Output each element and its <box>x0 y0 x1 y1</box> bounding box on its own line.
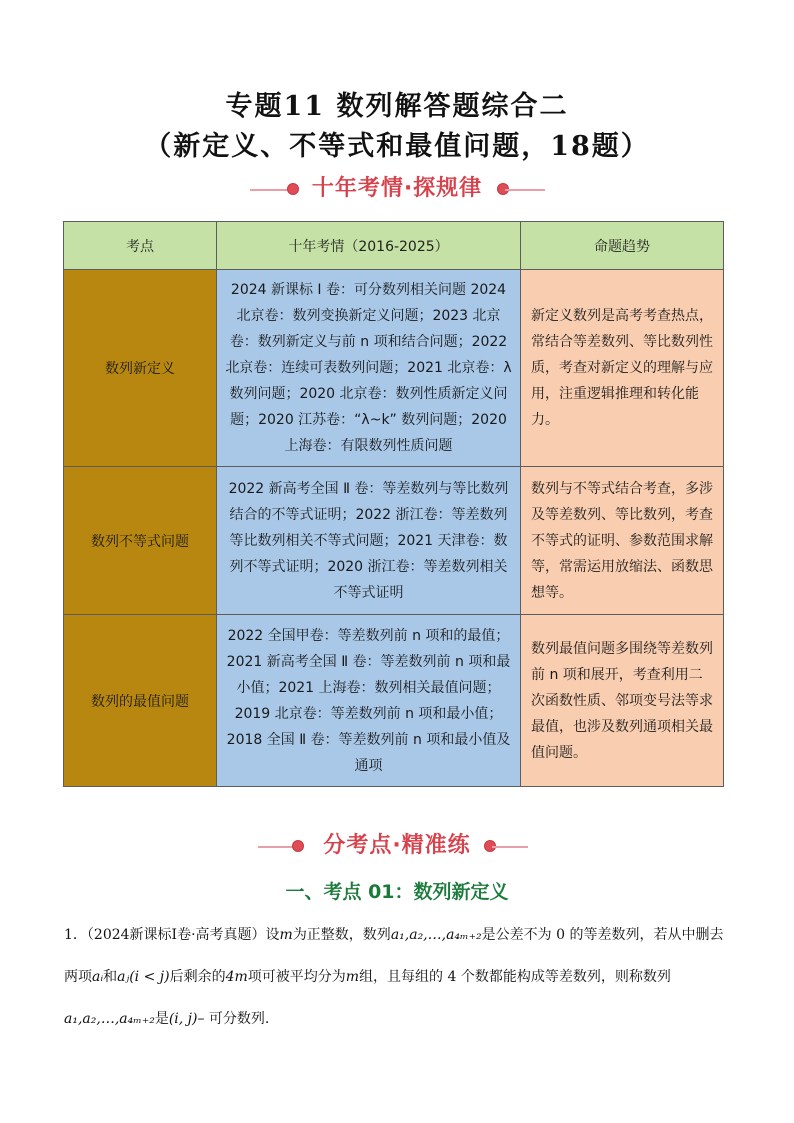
trend-table <box>63 221 724 787</box>
question-text: – 可分数列. <box>197 1011 270 1027</box>
trend-cell: 新定义数列是高考考查热点，常结合等差数列、等比数列性质，考查对新定义的理解与应用，注重逻辑推理和转化能力。 <box>521 270 724 467</box>
math-condition: (i < j) <box>129 969 170 985</box>
banner-right-line <box>492 846 528 848</box>
banner-right-line <box>505 189 545 191</box>
history-cell: 2024 新课标 Ⅰ 卷：可分数列相关问题 2024 北京卷：数列变换新定义问题；2023 北京卷：数列新定义与前 n 项和结合问题；2022 北京卷：连续可表数列问题；2021 北京卷：λ数列问题；2020 北京卷：数列性质新定义问题；2020 江苏卷：“λ~k” 数列问题；2020 上海卷：有限数列性质问题 <box>217 270 521 467</box>
question-text: 为正整数，数列 <box>292 927 391 943</box>
table-header-row <box>64 222 724 270</box>
question-text: 是 <box>154 1011 169 1027</box>
question-line-3 <box>64 1008 744 1028</box>
trend-cell: 数列最值问题多围绕等差数列前 n 项和展开，考查利用二次函数性质、邻项变号法等求最值，也涉及数列通项相关最值问题。 <box>521 615 724 787</box>
math-sequence: a₁,a₂,…,a₄ₘ₊₂ <box>390 927 482 943</box>
section-heading: 一、考点 01：数列新定义 <box>285 881 509 903</box>
question-text: 组，且每组的 4 个数都能构成等差数列，则称数列 <box>359 969 671 985</box>
question-text: 是公差不为 0 的等差数列，若从中删去 <box>481 927 724 943</box>
page-subtitle: （新定义、不等式和最值问题，18题） <box>144 131 650 162</box>
question-text: 项可被平均分为 <box>247 969 346 985</box>
page-title: 专题11 数列解答题综合二 <box>225 91 569 122</box>
math-var: 4m <box>225 969 248 985</box>
banner-title: 十年考情·探规律 <box>311 176 483 201</box>
question-line-2 <box>64 966 744 986</box>
table-row <box>64 270 724 467</box>
question-text: 后剩余的 <box>169 969 226 985</box>
math-var: m <box>279 927 293 943</box>
topic-cell: 数列新定义 <box>64 270 217 467</box>
history-cell: 2022 新高考全国 Ⅱ 卷：等差数列与等比数列结合的不等式证明；2022 浙江卷：等差数列等比数列相关不等式问题；2021 天津卷：数列不等式证明；2020 浙江卷：等差数列相关不等式证明 <box>217 467 521 615</box>
section-banner-practice <box>0 828 794 864</box>
math-var: aⱼ <box>117 969 130 985</box>
question-text: 两项 <box>64 969 92 985</box>
math-var: m <box>345 969 360 985</box>
question-text: 和 <box>103 969 118 985</box>
question-line-1 <box>64 924 744 944</box>
trend-cell: 数列与不等式结合考查，多涉及等差数列、等比数列，考查不等式的证明、参数范围求解等，常需运用放缩法、函数思想等。 <box>521 467 724 615</box>
banner-title: 分考点·精准练 <box>323 833 471 858</box>
section-banner-trends <box>0 171 794 207</box>
table-header-topic: 考点 <box>64 222 217 270</box>
topic-cell: 数列的最值问题 <box>64 615 217 787</box>
history-cell: 2022 全国甲卷：等差数列前 n 项和的最值；2021 新高考全国 Ⅱ 卷：等差数列前 n 项和最小值；2021 上海卷：数列相关最值问题；2019 北京卷：等差数列前 n 项和最小值；2018 全国 Ⅱ 卷：等差数列前 n 项和最小值及通项 <box>217 615 521 787</box>
table-header-history: 十年考情（2016-2025） <box>217 222 521 270</box>
table-row <box>64 467 724 615</box>
math-sequence: a₁,a₂,…,a₄ₘ₊₂ <box>64 1011 155 1027</box>
math-var: aᵢ <box>92 969 104 985</box>
table-header-trend: 命题趋势 <box>521 222 724 270</box>
math-pair: (i, j) <box>168 1011 198 1027</box>
question-text: 1．（2024新课标Ⅰ卷·高考真题）设 <box>64 927 280 943</box>
table-row <box>64 615 724 787</box>
topic-cell: 数列不等式问题 <box>64 467 217 615</box>
